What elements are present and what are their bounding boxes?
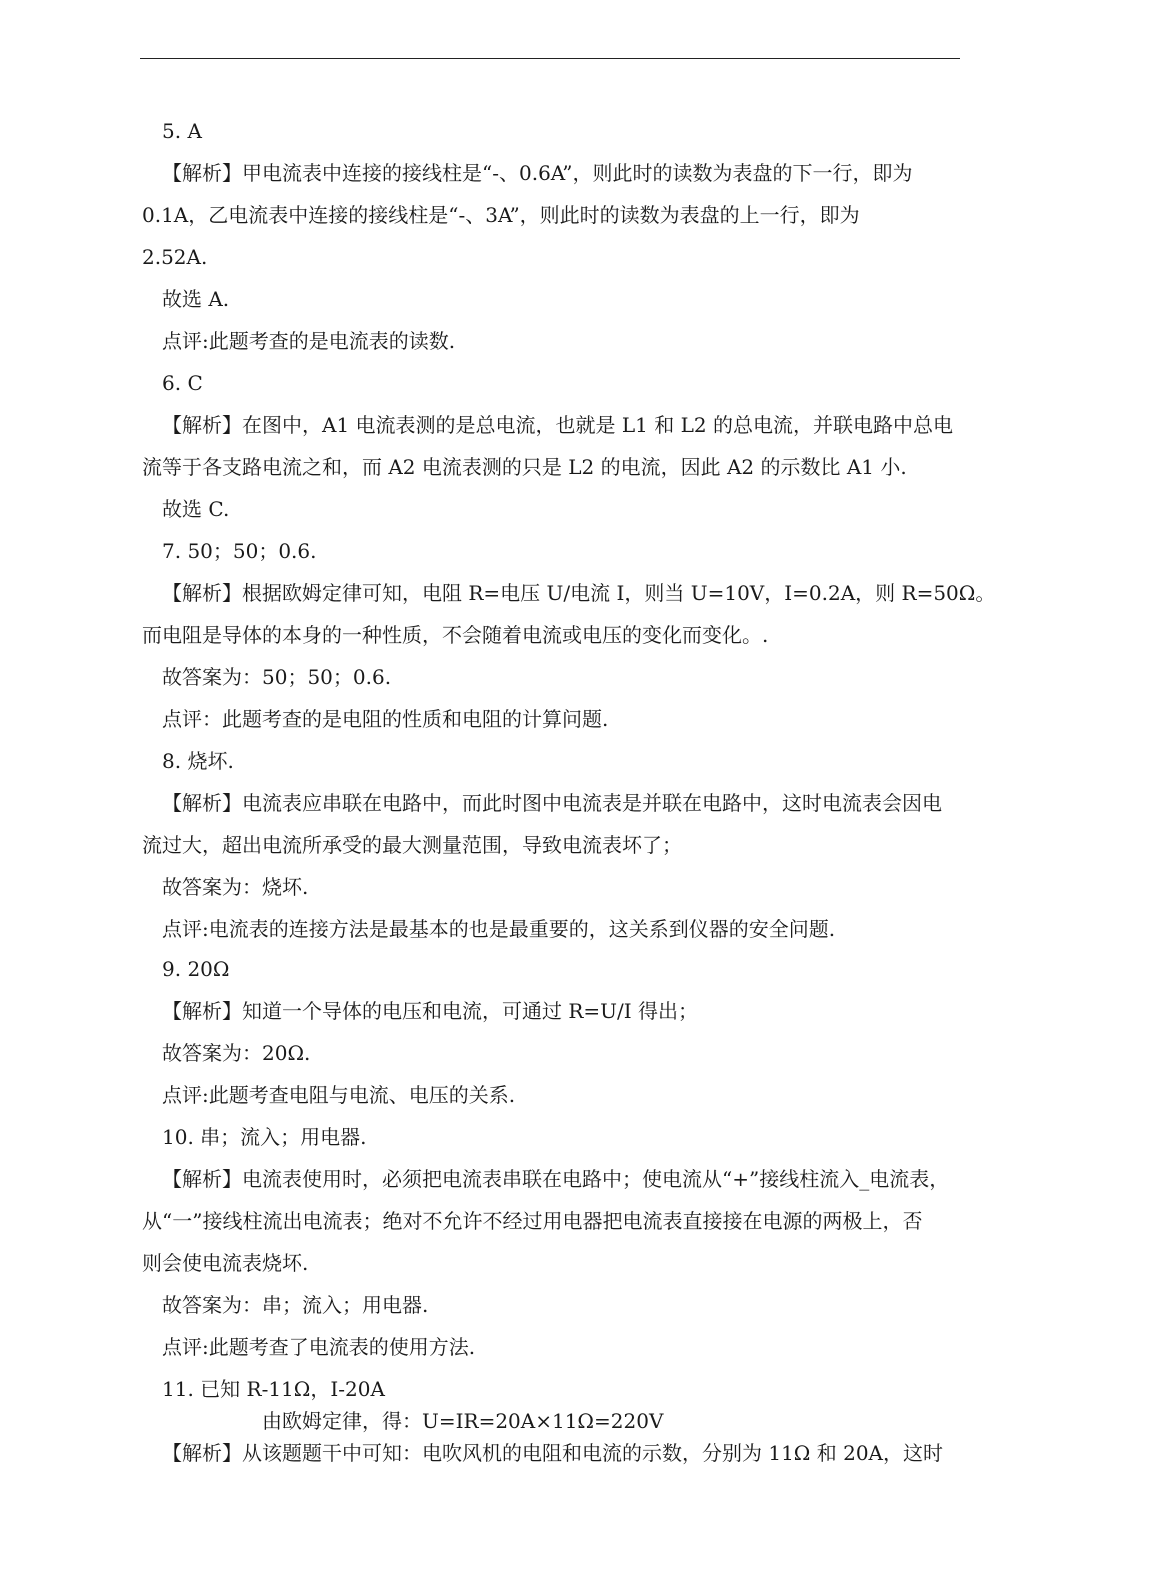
result-7: 故答案为：50；50；0.6.	[162, 665, 392, 689]
comment-10: 点评:此题考查了电流表的使用方法.	[162, 1335, 476, 1359]
analysis-8-line-1: 【解析】电流表应串联在电路中，而此时图中电流表是并联在电路中，这时电流表会因电	[162, 791, 942, 815]
answer-11-given: 11. 已知 R-11Ω，I-20A	[162, 1377, 385, 1401]
analysis-10-line-3: 则会使电流表烧坏.	[142, 1251, 309, 1275]
analysis-11-line-1: 【解析】从该题题干中可知：电吹风机的电阻和电流的示数，分别为 11Ω 和 20A，这时	[162, 1441, 943, 1465]
answer-5: 5. A	[162, 119, 202, 143]
analysis-9: 【解析】知道一个导体的电压和电流，可通过 R=U/I 得出；	[162, 999, 699, 1023]
comment-5: 点评:此题考查的是电流表的读数.	[162, 329, 456, 353]
answer-10: 10. 串；流入；用电器.	[162, 1125, 367, 1149]
answer-7: 7. 50；50；0.6.	[162, 539, 317, 563]
comment-9: 点评:此题考查电阻与电流、电压的关系.	[162, 1083, 516, 1107]
analysis-5-line-2: 0.1A，乙电流表中连接的接线柱是“-、3A”，则此时的读数为表盘的上一行，即为	[142, 203, 860, 227]
analysis-6-line-2: 流等于各支路电流之和，而 A2 电流表测的只是 L2 的电流，因此 A2 的示数比 A1 小.	[142, 455, 907, 479]
result-8: 故答案为：烧坏.	[162, 875, 309, 899]
choice-5: 故选 A.	[162, 287, 230, 311]
analysis-5-line-1: 【解析】甲电流表中连接的接线柱是“-、0.6A”，则此时的读数为表盘的下一行，即为	[162, 161, 913, 185]
answer-6: 6. C	[162, 371, 203, 395]
analysis-7-line-1: 【解析】根据欧姆定律可知，电阻 R=电压 U/电流 I，则当 U=10V，I=0.2A，则 R=50Ω。	[162, 581, 996, 605]
analysis-7-line-2: 而电阻是导体的本身的一种性质，不会随着电流或电压的变化而变化。.	[142, 623, 769, 647]
analysis-8-line-2: 流过大，超出电流所承受的最大测量范围，导致电流表坏了；	[142, 833, 682, 857]
analysis-5-line-3: 2.52A.	[142, 245, 208, 269]
result-10: 故答案为：串；流入；用电器.	[162, 1293, 429, 1317]
choice-6: 故选 C.	[162, 497, 230, 521]
answer-8: 8. 烧坏.	[162, 749, 234, 773]
answer-9: 9. 20Ω	[162, 957, 230, 981]
result-9: 故答案为：20Ω.	[162, 1041, 311, 1065]
analysis-10-line-2: 从“一”接线柱流出电流表；绝对不允许不经过用电器把电流表直接接在电源的两极上，否	[142, 1209, 923, 1233]
comment-8: 点评:电流表的连接方法是最基本的也是最重要的，这关系到仪器的安全问题.	[162, 917, 836, 941]
answer-11-formula: 由欧姆定律，得：U=IR=20A×11Ω=220V	[262, 1409, 664, 1433]
comment-7: 点评：此题考查的是电阻的性质和电阻的计算问题.	[162, 707, 609, 731]
analysis-6-line-1: 【解析】在图中，A1 电流表测的是总电流，也就是 L1 和 L2 的总电流，并联电路中总电	[162, 413, 953, 437]
analysis-10-line-1: 【解析】电流表使用时，必须把电流表串联在电路中；使电流从“+”接线柱流入_电流表，	[162, 1167, 950, 1191]
header-rule	[140, 58, 960, 59]
